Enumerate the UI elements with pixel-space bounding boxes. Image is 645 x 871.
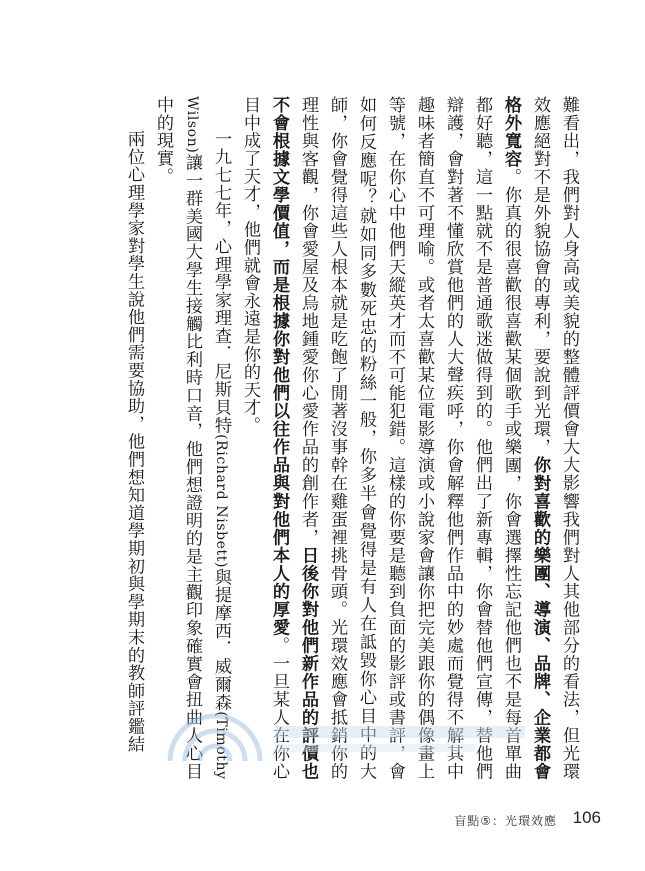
page-footer: [0, 808, 645, 832]
paragraph-1-text-b: 。你真的很喜歡很喜歡某個歌手或樂團，你會選擇性忘記他們也不是每首單曲都好聽，這一點就不是普通歌迷做得到的。他們出了新專輯，你會替他們宣傳，替他們辯護，會對著不懂欣賞他們的人大聲疾呼，你會解釋他們作品中的妙處而覺得不解其中趣味者簡直不可理喻。或者太喜歡某位電影導演或小說家會讓你把完美跟你的偶像畫上等號，在你心中他們天縱英才而不可能犯錯。這樣的你要是聽到負面的影評或書評，會如何反應呢？就如同多數死忠的粉絲一般，你多半會覺得是有人在詆毀你心目中的大師，你會覺得這些人根本就是吃飽了閒著沒事幹在雞蛋裡挑骨頭。光環效應會抵銷你的理性與客觀，你會愛屋及烏地鍾愛你心愛作品的創作者，: [298, 96, 521, 781]
paragraph-2: [148, 96, 235, 780]
paragraph-2-text-b: 與提摩西．威爾森: [211, 568, 231, 712]
paragraph-2-text-c: 讓一群美國大學生接觸比利時口音，他們想證明的是主觀印象確實會扭曲人心目中的現實。: [153, 96, 202, 780]
paragraph-2-text-a: 一九七七年，心理學家理查．尼斯貝特: [211, 130, 231, 435]
paragraph-1-text-c: 。一旦某人在你心目中成了天才，他們就會永遠是你的天才。: [240, 96, 289, 781]
paragraph-2-latin-b: (Timothy Wilson): [184, 96, 229, 780]
paragraph-2-latin-a: (Richard Nisbett): [213, 434, 229, 569]
paragraph-1-bold-a: 你對喜歡的樂團、導演、品牌、企業都會格外寬容: [501, 96, 550, 780]
paragraph-3: [119, 96, 148, 780]
paragraph-1-bold-b: 日後你對他們新作品的評價也不會根據文學價值，而是根據你對他們以往作品與對他們本人的厚愛: [269, 96, 318, 781]
running-head: 盲點⑤：光環效應: [454, 814, 557, 828]
paragraph-1-text-a: 難看出，我們對人身高或美貌的整體評價會大大影響我們對人其他部分的看法，但光環效應絕對不是外貌協會的專利，要說到光環，: [530, 96, 579, 780]
body-text: [53, 96, 583, 780]
paragraph-3-text-a: 兩位心理學家對學生說他們需要協助，他們想知道學期初與學期末的教師評鑑結: [124, 130, 144, 754]
page-number: 106: [572, 808, 601, 827]
paragraph-1: [235, 96, 583, 780]
